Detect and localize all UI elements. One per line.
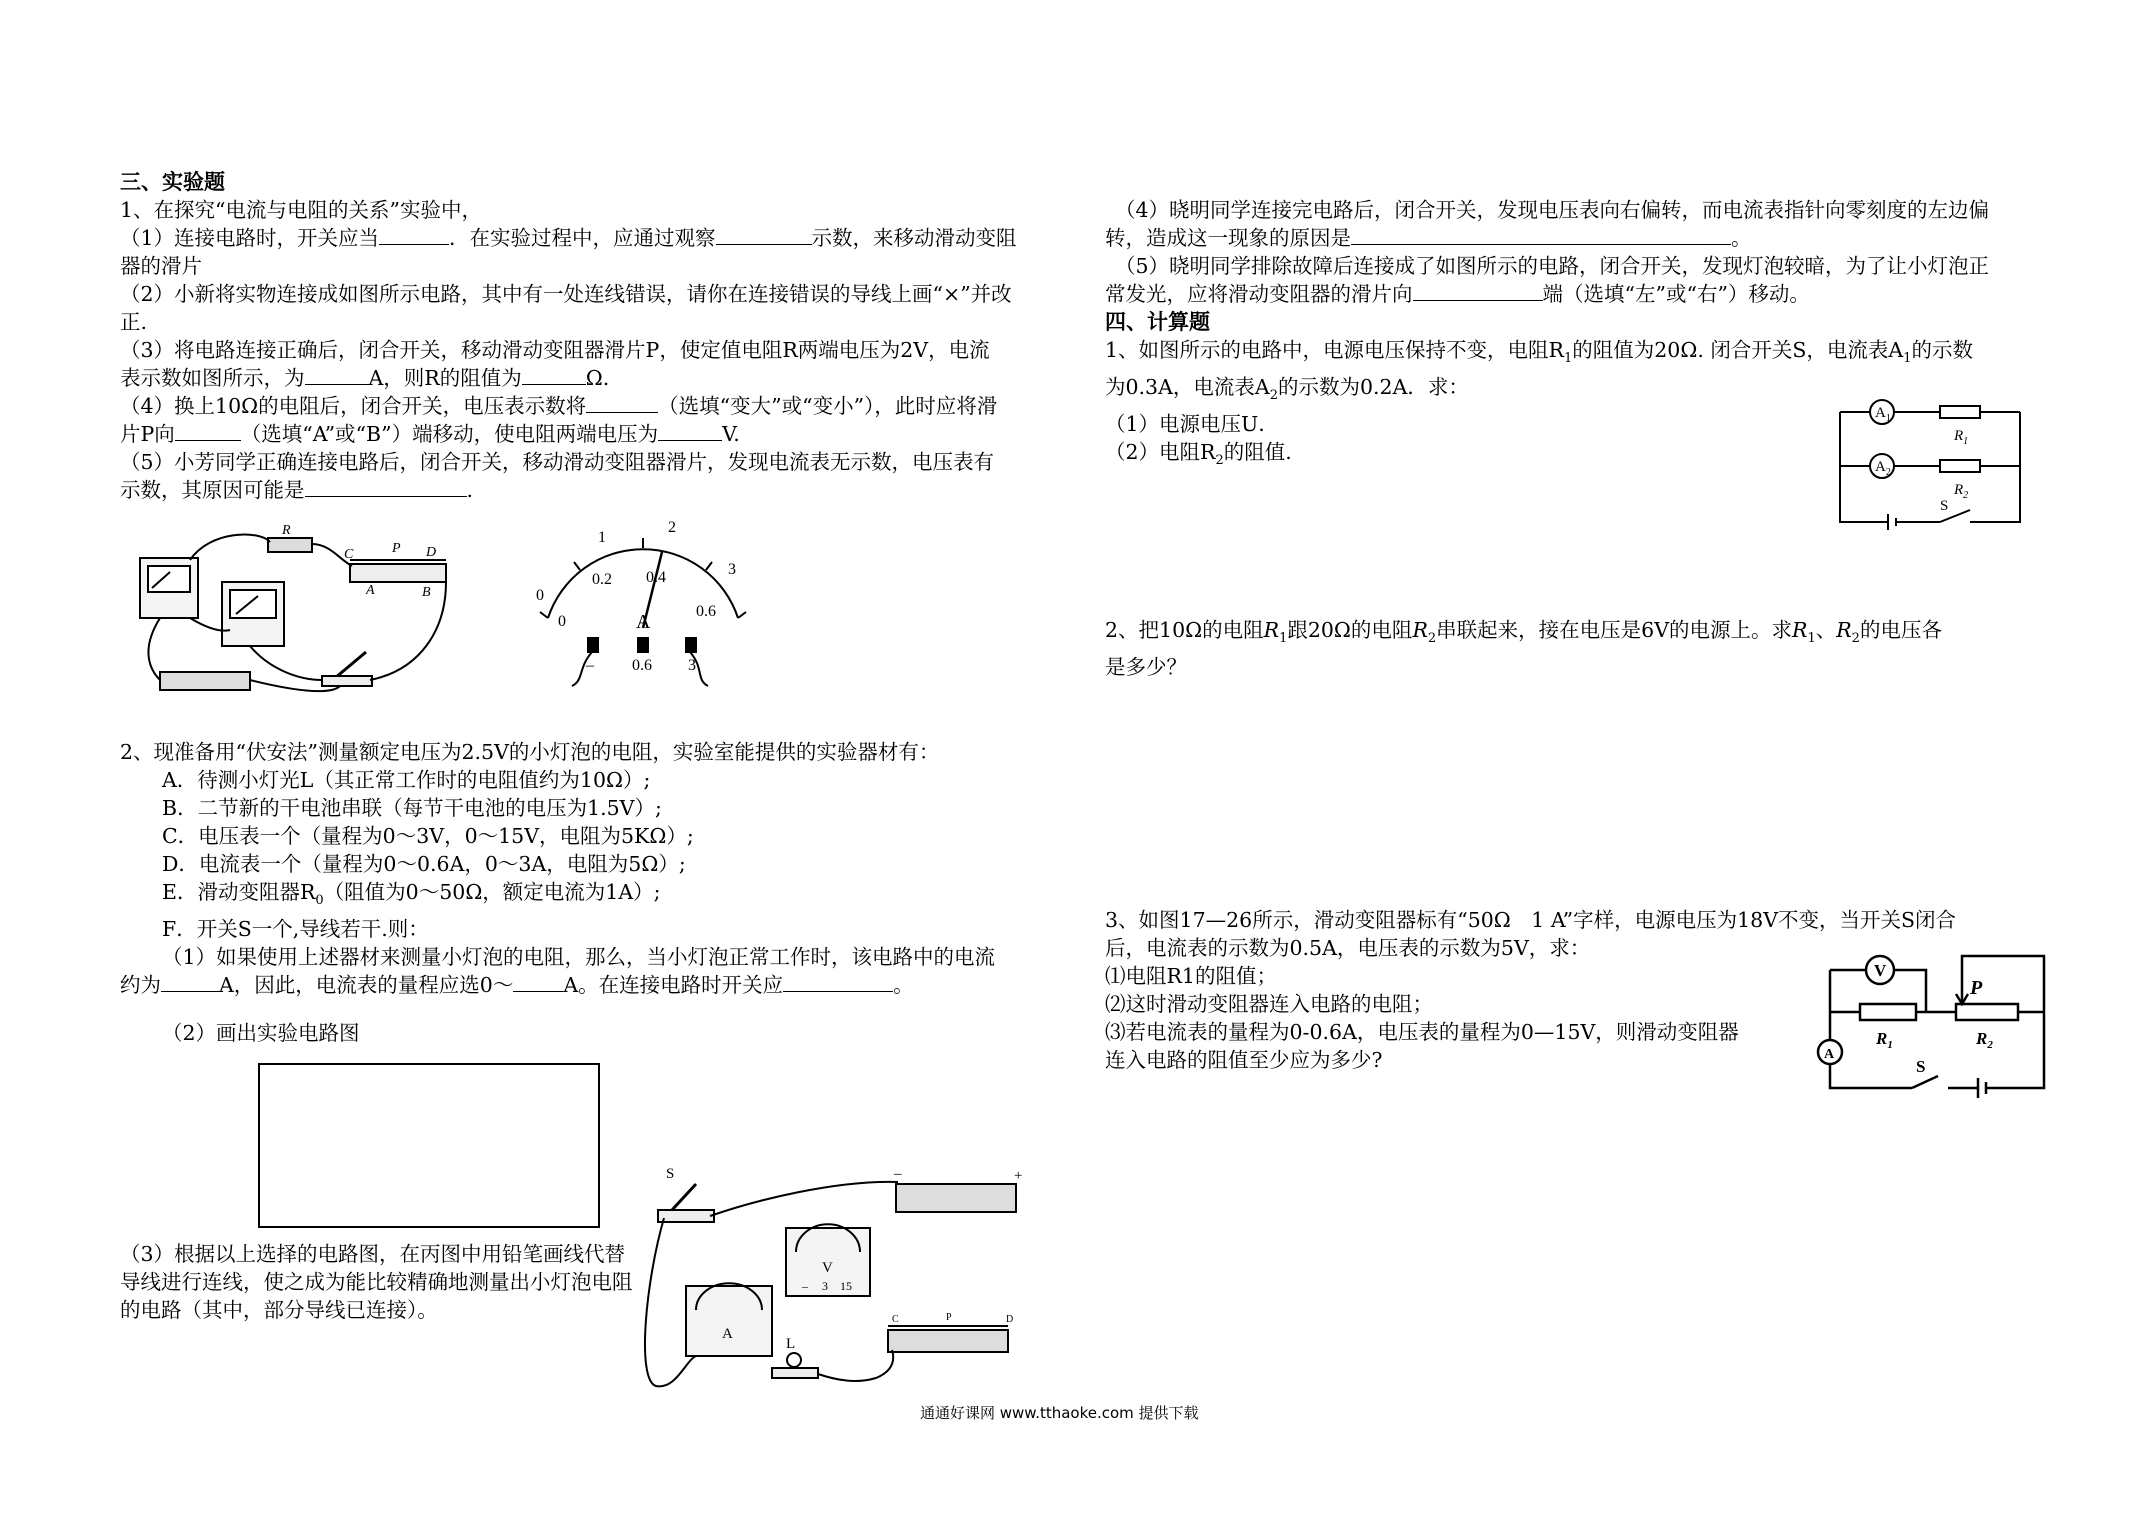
blank[interactable]: [305, 364, 369, 385]
q2-item-a: A．待测小灯光L（其正常工作时的电阻值约为10Ω）;: [162, 768, 651, 792]
section-title-experiments: 三、实验题: [120, 169, 225, 194]
q1-part5: （5）小芳同学正确连接电路后，闭合开关，移动滑动变阻器滑片，发现电流表无示数，电压表有: [120, 450, 995, 474]
label-v: V: [822, 1260, 833, 1276]
label-a: A: [366, 583, 375, 598]
q1-part3-cont: 表示数如图所示，为 A，则R的阻值为 Ω.: [120, 366, 610, 390]
label-a: A: [722, 1326, 733, 1342]
c3-v-label: V: [1874, 961, 1887, 980]
c1-r2-label: $R_2$: [1954, 482, 1969, 501]
q2-item-d: D．电流表一个（量程为0～0.6A，0～3A，电阻为5Ω）;: [162, 852, 686, 876]
q1-part1: （1）连接电路时，开关应当 ．在实验过程中，应通过观察 示数，来移动滑动变阻: [120, 226, 1017, 250]
blank[interactable]: [379, 224, 449, 245]
meter-unit: A: [636, 611, 651, 633]
scale-top-0: 0: [536, 587, 544, 604]
terminal-15: 15: [840, 1279, 852, 1293]
label-r: R: [282, 523, 291, 538]
c1-q1: （1）电源电压U．: [1105, 412, 1279, 437]
q1-apparatus-figure: [130, 520, 460, 700]
c2-line2: 是多少？: [1105, 655, 1187, 680]
q2-part1-cont: 约为 A，因此，电流表的量程应选0～ A。在连接电路时开关应 。: [120, 973, 914, 998]
c3-r1-label: $R_1$: [1876, 1029, 1893, 1051]
terminal-0.6: 0.6: [632, 657, 652, 674]
c3-q3: ⑶若电流表的量程为0-0.6A，电压表的量程为0—15V，则滑动变阻器: [1105, 1020, 1739, 1044]
c1-circuit-figure: [1830, 392, 2030, 532]
q1-part5-right-cont: 常发光，应将滑动变阻器的滑片向 端（选填“左”或“右”）移动。: [1105, 282, 1810, 306]
scale-bottom-0.4: 0.4: [646, 569, 666, 586]
label-plus: +: [1014, 1168, 1023, 1184]
q2-apparatus-figure: [636, 1160, 1036, 1400]
q1-part2: （2）小新将实物连接成如图所示电路，其中有一处连线错误，请你在连接错误的导线上画“×”并改: [120, 282, 1012, 306]
c3-q1: ⑴电阻R1的阻值；: [1105, 964, 1277, 988]
c1-s-label: S: [1940, 498, 1949, 514]
terminal-3: 3: [822, 1279, 828, 1293]
blank[interactable]: [161, 971, 219, 992]
q1-part5-right: （5）晓明同学排除故障后连接成了如图所示的电路，闭合开关，发现灯泡较暗，为了让小灯泡正: [1115, 254, 1990, 278]
scale-bottom-0.6: 0.6: [696, 603, 716, 620]
q2-stem: 2、现准备用“伏安法”测量额定电压为2.5V的小灯泡的电阻，实验室能提供的实验器材有：: [120, 740, 940, 764]
q1-part4-right: （4）晓明同学连接完电路后，闭合开关，发现电压表向右偏转，而电流表指针向零刻度的左边偏: [1115, 198, 1990, 222]
c1-line1: 1、如图所示的电路中，电源电压保持不变，电阻$R_1$的阻值为20Ω. 闭合开关S，电流表$A_1$的示数: [1105, 338, 1974, 367]
blank[interactable]: [1413, 280, 1543, 301]
blank[interactable]: [522, 364, 586, 385]
label-p: P: [392, 541, 401, 556]
q2-item-c: C．电压表一个（量程为0～3V，0～15V，电阻为5KΩ）;: [162, 824, 694, 848]
c3-q2: ⑵这时滑动变阻器连入电路的电阻；: [1105, 992, 1433, 1016]
terminal-minus: –: [802, 1279, 808, 1293]
c3-circuit-figure: [1800, 948, 2060, 1098]
blank[interactable]: [513, 971, 563, 992]
q1-part4-cont: 片P向 （选填“A”或“B”）端移动，使电阻两端电压为 V.: [120, 422, 740, 446]
scale-top-1: 1: [598, 529, 606, 546]
terminal-3: 3: [688, 657, 696, 674]
c3-s-label: S: [1916, 1057, 1926, 1076]
blank[interactable]: [305, 476, 467, 497]
c3-r2-label: $R_2$: [1976, 1029, 1993, 1051]
q1-part2-cont: 正.: [120, 310, 148, 334]
q1-part4: （4）换上10Ω的电阻后，闭合开关，电压表示数将 （选填“变大”或“变小”），此时应将滑: [120, 394, 998, 418]
terminal-minus: –: [586, 657, 594, 674]
q2-block: [120, 738, 1065, 1047]
circuit-drawing-box[interactable]: [258, 1063, 600, 1228]
c3-a-label: A: [1824, 1047, 1835, 1062]
c1-a1-label: $A_1$: [1875, 405, 1891, 424]
scale-bottom-0.2: 0.2: [592, 571, 612, 588]
footer-source: 通通好课网 www.tthaoke.com 提供下载: [920, 1404, 1199, 1422]
q1-part5-cont: 示数，其原因可能是 .: [120, 478, 474, 502]
c3-p-label: P: [1970, 977, 1983, 999]
blank[interactable]: [658, 420, 722, 441]
label-b: B: [422, 585, 431, 600]
q2-item-b: B．二节新的干电池串联（每节干电池的电压为1.5V）;: [162, 796, 662, 820]
ammeter-dial-figure: [528, 508, 758, 688]
c1-r1-label: $R_1$: [1954, 428, 1969, 447]
q2-item-f: F．开关S一个,导线若干.则：: [162, 917, 429, 942]
left-column: [120, 168, 1065, 504]
c3-q3-cont: 连入电路的阻值至少应为多少?: [1105, 1048, 1383, 1072]
q2-part1: （1）如果使用上述器材来测量小灯泡的电阻，那么，当小灯泡正常工作时，该电路中的电流: [162, 945, 996, 970]
label-c: C: [892, 1314, 899, 1325]
c1-a2-label: $A_2$: [1875, 459, 1891, 478]
scale-top-3: 3: [728, 561, 736, 578]
c1-line2: 为0.3A，电流表$A_2$的示数为0.2A．求：: [1105, 375, 1469, 404]
blank[interactable]: [1351, 224, 1731, 245]
q1-part4-right-cont: 转，造成这一现象的原因是 。: [1105, 226, 1752, 250]
label-d: D: [1006, 1314, 1014, 1325]
blank[interactable]: [716, 224, 812, 245]
section-title-calculations: 四、计算题: [1105, 309, 1210, 334]
label-s: S: [666, 1166, 675, 1182]
label-d: D: [426, 545, 437, 560]
q2-part2: （2）画出实验电路图: [162, 1021, 360, 1046]
c3-line1: 3、如图17—26所示，滑动变阻器标有“50Ω 1 A”字样，电源电压为18V不变，当开关S闭合: [1105, 908, 1957, 932]
scale-bottom-0: 0: [558, 613, 566, 630]
q1-stem: 1、在探究“电流与电阻的关系”实验中，: [120, 198, 483, 222]
blank[interactable]: [175, 420, 241, 441]
c2-line1: 2、把10Ω的电阻$R_1$跟20Ω的电阻$R_2$串联起来，接在电压是6V的电源上。求$R_1$、$R_2$的电压各: [1105, 618, 1942, 647]
label-minus: –: [894, 1166, 902, 1182]
c2-block: [1105, 616, 2050, 681]
q2-part3: （3）根据以上选择的电路图，在丙图中用铅笔画线代替导线进行连线，使之成为能比较精确地测量出小灯泡电阻的电路（其中，部分导线已连接）。: [120, 1242, 633, 1322]
q1-part1-cont: 器的滑片: [120, 254, 202, 278]
blank[interactable]: [783, 971, 893, 992]
c1-q2: （2）电阻$R_2$的阻值.: [1105, 440, 1292, 469]
label-c: C: [344, 547, 354, 562]
c3-line2: 后，电流表的示数为0.5A，电压表的示数为5V，求：: [1105, 936, 1591, 960]
q1-part3: （3）将电路连接正确后，闭合开关，移动滑动变阻器滑片P，使定值电阻R两端电压为2V，电流: [120, 338, 990, 362]
q2-item-e: E．滑动变阻器$R_0$（阻值为0～50Ω，额定电流为1A）;: [162, 880, 661, 909]
label-p: P: [946, 1312, 952, 1323]
label-l: L: [786, 1336, 796, 1352]
scale-top-2: 2: [668, 519, 676, 536]
blank[interactable]: [586, 392, 658, 413]
